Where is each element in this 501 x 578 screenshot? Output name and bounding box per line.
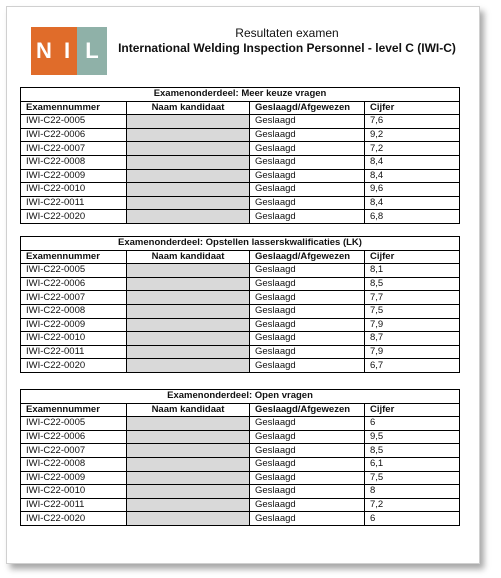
grade-cell: 7,2 [365,498,460,512]
result-cell: Geslaagd [250,277,365,291]
grade-cell: 7,6 [365,115,460,129]
table-row [21,485,460,499]
exam-number-cell: IWI-C22-0010 [21,183,127,197]
exam-number-cell: IWI-C22-0007 [21,444,127,458]
exam-number-cell: IWI-C22-0011 [21,498,127,512]
column-header-grade: Cijfer [365,101,460,115]
exam-number-cell: IWI-C22-0020 [21,210,127,224]
exam-number-cell: IWI-C22-0008 [21,304,127,318]
logo-letter-n: N [31,27,57,75]
grade-cell: 9,6 [365,183,460,197]
result-cell: Geslaagd [250,512,365,526]
result-cell: Geslaagd [250,430,365,444]
exam-number-cell: IWI-C22-0011 [21,196,127,210]
candidate-name-redacted [127,471,250,485]
title-line-2: International Welding Inspection Personnel - level C (IWI-C) [118,41,456,55]
table-row [21,444,460,458]
candidate-name-redacted [127,457,250,471]
table-row [21,359,460,373]
table-row [21,345,460,359]
section-title: Examenonderdeel: Meer keuze vragen [21,88,460,102]
candidate-name-redacted [127,169,250,183]
exam-number-cell: IWI-C22-0010 [21,332,127,346]
exam-number-cell: IWI-C22-0010 [21,485,127,499]
document-title [107,26,467,56]
table-row [21,498,460,512]
grade-cell: 7,7 [365,291,460,305]
table-row [21,471,460,485]
grade-cell: 6,1 [365,457,460,471]
result-cell: Geslaagd [250,345,365,359]
exam-number-cell: IWI-C22-0005 [21,417,127,431]
grade-cell: 8,5 [365,277,460,291]
result-cell: Geslaagd [250,457,365,471]
grade-cell: 6 [365,512,460,526]
exam-number-cell: IWI-C22-0011 [21,345,127,359]
column-header-result: Geslaagd/Afgewezen [250,101,365,115]
column-header-result: Geslaagd/Afgewezen [250,403,365,417]
result-cell: Geslaagd [250,332,365,346]
column-header-grade: Cijfer [365,250,460,264]
column-header-result: Geslaagd/Afgewezen [250,250,365,264]
table-row [21,318,460,332]
candidate-name-redacted [127,155,250,169]
exam-number-cell: IWI-C22-0007 [21,142,127,156]
candidate-name-redacted [127,277,250,291]
table-row [21,304,460,318]
result-cell: Geslaagd [250,264,365,278]
column-header-candidate-name: Naam kandidaat [127,101,250,115]
exam-number-cell: IWI-C22-0020 [21,512,127,526]
candidate-name-redacted [127,359,250,373]
table-row [21,264,460,278]
candidate-name-redacted [127,183,250,197]
exam-number-cell: IWI-C22-0008 [21,457,127,471]
exam-number-cell: IWI-C22-0009 [21,318,127,332]
exam-number-cell: IWI-C22-0006 [21,277,127,291]
exam-number-cell: IWI-C22-0005 [21,115,127,129]
table-row [21,169,460,183]
result-cell: Geslaagd [250,444,365,458]
table-row [21,128,460,142]
result-cell: Geslaagd [250,359,365,373]
table-row [21,512,460,526]
candidate-name-redacted [127,142,250,156]
column-header-exam-number: Examennummer [21,250,127,264]
grade-cell: 8,4 [365,196,460,210]
result-cell: Geslaagd [250,304,365,318]
grade-cell: 8,1 [365,264,460,278]
exam-number-cell: IWI-C22-0006 [21,128,127,142]
candidate-name-redacted [127,430,250,444]
table-row [21,183,460,197]
results-table-open-vragen [20,389,460,526]
table-row [21,332,460,346]
candidate-name-redacted [127,444,250,458]
candidate-name-redacted [127,512,250,526]
exam-number-cell: IWI-C22-0007 [21,291,127,305]
result-cell: Geslaagd [250,291,365,305]
candidate-name-redacted [127,417,250,431]
table-row [21,115,460,129]
column-header-grade: Cijfer [365,403,460,417]
section-title: Examenonderdeel: Open vragen [21,390,460,404]
exam-number-cell: IWI-C22-0008 [21,155,127,169]
candidate-name-redacted [127,332,250,346]
table-row [21,142,460,156]
candidate-name-redacted [127,115,250,129]
grade-cell: 8,4 [365,155,460,169]
result-cell: Geslaagd [250,169,365,183]
candidate-name-redacted [127,498,250,512]
candidate-name-redacted [127,318,250,332]
table-row [21,430,460,444]
candidate-name-redacted [127,291,250,305]
result-cell: Geslaagd [250,210,365,224]
logo-letter-l: L [77,27,107,75]
candidate-name-redacted [127,304,250,318]
title-line-1: Resultaten examen [235,26,339,40]
grade-cell: 8 [365,485,460,499]
result-cell: Geslaagd [250,471,365,485]
table-row [21,417,460,431]
grade-cell: 8,7 [365,332,460,346]
table-row [21,291,460,305]
table-row [21,196,460,210]
candidate-name-redacted [127,485,250,499]
result-cell: Geslaagd [250,155,365,169]
result-cell: Geslaagd [250,417,365,431]
candidate-name-redacted [127,128,250,142]
grade-cell: 8,5 [365,444,460,458]
grade-cell: 6,8 [365,210,460,224]
column-header-candidate-name: Naam kandidaat [127,250,250,264]
grade-cell: 7,9 [365,318,460,332]
candidate-name-redacted [127,264,250,278]
nil-logo [31,27,107,75]
grade-cell: 6 [365,417,460,431]
exam-number-cell: IWI-C22-0009 [21,169,127,183]
exam-number-cell: IWI-C22-0005 [21,264,127,278]
candidate-name-redacted [127,196,250,210]
result-cell: Geslaagd [250,196,365,210]
result-cell: Geslaagd [250,485,365,499]
section-title: Examenonderdeel: Opstellen lasserskwalificaties (LK) [21,237,460,251]
grade-cell: 7,5 [365,471,460,485]
result-cell: Geslaagd [250,115,365,129]
candidate-name-redacted [127,345,250,359]
column-header-exam-number: Examennummer [21,101,127,115]
result-cell: Geslaagd [250,128,365,142]
result-cell: Geslaagd [250,183,365,197]
exam-number-cell: IWI-C22-0020 [21,359,127,373]
grade-cell: 9,2 [365,128,460,142]
candidate-name-redacted [127,210,250,224]
grade-cell: 7,5 [365,304,460,318]
result-cell: Geslaagd [250,498,365,512]
exam-number-cell: IWI-C22-0009 [21,471,127,485]
results-table-lk [20,236,460,373]
exam-number-cell: IWI-C22-0006 [21,430,127,444]
grade-cell: 7,2 [365,142,460,156]
grade-cell: 6,7 [365,359,460,373]
grade-cell: 8,4 [365,169,460,183]
grade-cell: 9,5 [365,430,460,444]
table-row [21,155,460,169]
result-cell: Geslaagd [250,318,365,332]
table-row [21,277,460,291]
column-header-exam-number: Examennummer [21,403,127,417]
column-header-candidate-name: Naam kandidaat [127,403,250,417]
table-row [21,210,460,224]
results-table-meerkeuze [20,87,460,224]
table-row [21,457,460,471]
logo-letter-i: I [57,27,77,75]
grade-cell: 7,9 [365,345,460,359]
result-cell: Geslaagd [250,142,365,156]
